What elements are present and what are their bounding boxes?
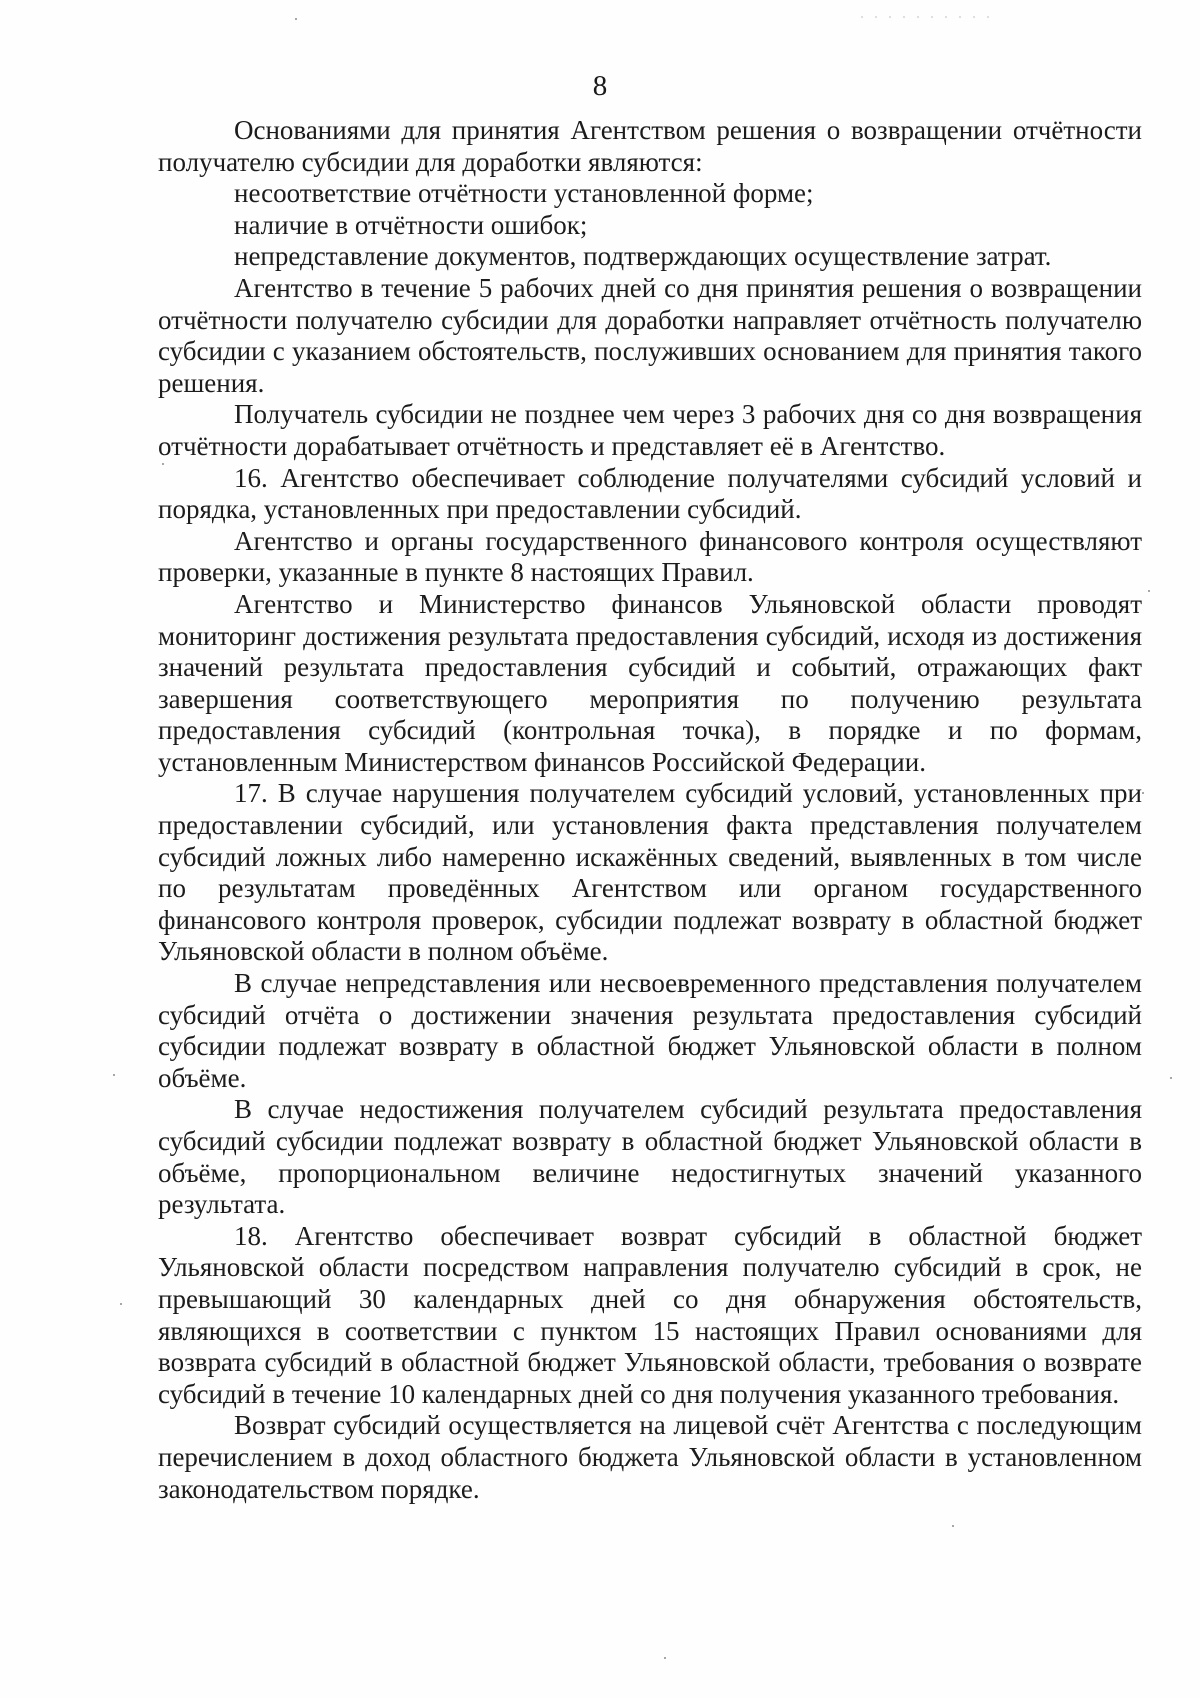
paragraph-recipient-revises-report: Получатель субсидии не позднее чем через 3 рабочих дня со дня возвращения отчётности дорабатывает отчётность и представляет её в Агентство. [158,399,1142,461]
paragraph-ground-form-mismatch: несоответствие отчётности установленной форме; [234,178,814,209]
paragraph-ground-errors: наличие в отчётности ошибок; [234,209,588,240]
scan-speck [1148,590,1150,592]
paragraph-inspections: Агентство и органы государственного финансового контроля осуществляют проверки, указанные в пункте 8 настоящих Правил. [158,525,1142,588]
document-body [158,115,1142,1505]
scan-speck [664,1657,666,1659]
scan-speck [113,1074,115,1076]
paragraph-section-18: 18. Агентство обеспечивает возврат субсидий в областной бюджет Ульяновской области посредством направления получателю субсидий в срок, не превышающий 30 календарных дней со дня обнаружения обстоятельств, являющихся в соответствии с пунктом 15 настоящих Правил основаниями для возврата субсидий в областной бюджет Ульяновской области, требования о возврате субсидий в течение 10 календарных дней со дня получения указанного требования. [158,1220,1142,1409]
paragraph-result-not-achieved: В случае недостижения получателем субсидий результата предоставления субсидий субсидии подлежат возврату в областной бюджет Ульяновской области в объёме, пропорциональном величине недостигнутых значений указанного результата. [158,1094,1142,1220]
scan-speck [120,1303,122,1305]
paragraph-ground-missing-documents: непредставление документов, подтверждающих осуществление затрат. [234,241,1052,272]
scan-speck [1142,792,1144,794]
paragraph-report-not-submitted: В случае непредставления или несвоевременного представления получателем субсидий отчёта о достижении значения результата предоставления субсидий субсидии подлежат возврату в областной бюджет Ульяновской области в полном объёме. [158,968,1142,1093]
paragraph-agency-returns-report: Агентство в течение 5 рабочих дней со дня принятия решения о возвращении отчётности получателю субсидии для доработки направляет отчётность получателю субсидии с указанием обстоятельств, послуживших основанием для принятия такого решения. [158,272,1142,398]
paragraph-section-17: 17. В случае нарушения получателем субсидий условий, установленных при предоставлении субсидий, или установления факта представления получателем субсидий ложных либо намеренно искажённых сведений, выявленных в том числе по результатам проведённых Агентством или органом государственного финансового контроля проверок, субсидии подлежат возврату в областной бюджет Ульяновской области в полном объёме. [158,778,1142,967]
scan-speck [1170,1077,1172,1079]
paragraph-grounds-for-return: Основаниями для принятия Агентством решения о возвращении отчётности получателю субсидии для доработки являются: [158,115,1142,177]
paragraph-monitoring: Агентство и Министерство финансов Ульяновской области проводят мониторинг достижения результата предоставления субсидий, исходя из достижения значений результата предоставления субсидий и событий, отражающих факт завершения соответствующего мероприятия по получению результата предоставления субсидий (контрольная точка), в порядке и по формам, установленным Министерством финансов Российской Федерации. [158,588,1142,777]
paragraph-section-16: 16. Агентство обеспечивает соблюдение получателями субсидий условий и порядка, установленных при предоставлении субсидий. [158,462,1142,525]
paragraph-return-procedure: Возврат субсидий осуществляется на лицевой счёт Агентства с последующим перечислением в доход областного бюджета Ульяновской области в установленном законодательством порядке. [158,1410,1142,1504]
scan-speck [952,1525,954,1527]
scan-noise [855,14,995,20]
page-number: 8 [592,70,608,102]
scan-speck [295,18,297,20]
